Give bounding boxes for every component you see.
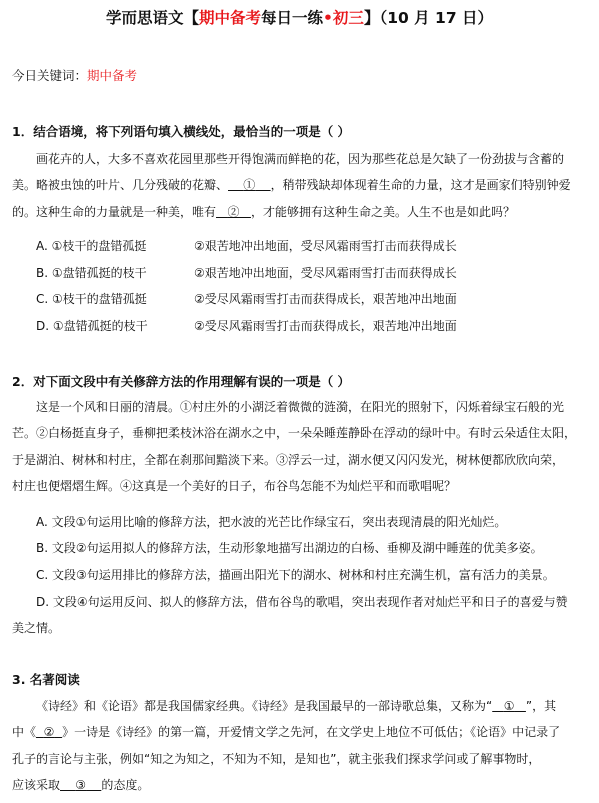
title-date: 】（10 月 17 日）	[363, 9, 494, 27]
q1-option-b: B. ①盘错孤挺的枝干 ②艰苦地冲出地面，受尽风霜雨雪打击而获得成长	[36, 266, 457, 280]
q2-option-d-continued: 美之情。	[12, 621, 61, 635]
q1-option-c: C. ①枝干的盘错孤挺 ②受尽风霜雨雪打击而获得成长，艰苦地冲出地面	[36, 292, 457, 306]
q3-line-4: 应该采取 ③ 的态度。	[12, 778, 150, 792]
page-title	[0, 6, 599, 28]
q2-line-3: 于是湖泊、树林和村庄，全都在刹那间黯淡下来。③浮云一过，湖水便又闪闪发光，树林便都欣欣向荣，	[12, 453, 565, 467]
q1-line-2-tail: ，稍带残缺却体现着生命的力量，这才是画家们特别钟爱	[270, 178, 571, 192]
q3-heading: 3. 名著阅读	[12, 672, 80, 687]
keyword-value: 期中备考	[87, 68, 138, 83]
title-grade: •初三	[323, 9, 364, 27]
q1-option-a: A. ①枝干的盘错孤挺 ②艰苦地冲出地面，受尽风霜雨雪打击而获得成长	[36, 239, 457, 253]
q2-option-d: D. 文段④句运用反问、拟人的修辞方法，借布谷鸟的歌唱，突出表现作者对灿烂平和日子的喜爱与赞	[36, 595, 568, 609]
title-prefix: 学而思语文【	[105, 9, 199, 27]
q1-line-3-tail: ，才能够拥有这种生命之美。人生不也是如此吗？	[250, 205, 515, 219]
q3-line-1: 《诗经》和《论语》都是我国儒家经典。《诗经》是我国最早的一部诗歌总集，又称为“ ① ”，其	[36, 699, 557, 713]
q1-blank-2: ②	[227, 205, 240, 219]
q3-blank-3: ③	[75, 778, 87, 792]
q2-heading: 2．对下面文段中有关修辞方法的作用理解有误的一项是（ ）	[12, 374, 351, 389]
q3-blank-1: ①	[503, 699, 515, 713]
q2-line-2: 芒。②白杨挺直身子，垂柳把柔枝沐浴在湖水之中，一朵朵睡莲静卧在浮动的绿叶中。有时云朵适住太阳，	[12, 426, 577, 440]
q3-line-2: 中《 ② 》一诗是《诗经》的第一篇，开爱情文学之先河，在文学史上地位不可低估；《论语》中记录了	[12, 725, 561, 739]
q2-option-c: C. 文段③句运用排比的修辞方法，描画出阳光下的湖水、树林和村庄充满生机，富有活力的美景。	[36, 568, 555, 582]
title-highlight: 期中备考	[198, 9, 261, 27]
q1-heading: 1．结合语境，将下列语句填入横线处，最恰当的一项是（ ）	[12, 124, 351, 139]
q1-option-d: D. ①盘错孤挺的枝干 ②受尽风霜雨雪打击而获得成长，艰苦地冲出地面	[36, 319, 457, 333]
q2-line-1: 这是一个风和日丽的清晨。①村庄外的小湖泛着微微的涟漪，在阳光的照射下，闪烁着绿宝石般的光	[36, 400, 565, 414]
keyword-label: 今日关键词：	[12, 68, 88, 83]
q2-option-a: A. 文段①句运用比喻的修辞方法，把水波的光芒比作绿宝石，突出表现清晨的阳光灿烂。	[36, 515, 507, 529]
q2-option-b: B. 文段②句运用拟人的修辞方法，生动形象地描写出湖边的白杨、垂柳及湖中睡莲的优美多姿。	[36, 541, 543, 555]
q3-line-3: 孔子的言论与主张，例如“知之为知之，不知为不知，是知也”，就主张我们探求学问或了解事物时，	[12, 752, 541, 766]
keyword-line	[12, 66, 137, 84]
q1-blank-1: ①	[243, 178, 256, 192]
title-middle: 每日一练	[261, 9, 324, 27]
q1-line-2-text: 美。略被虫蚀的叶片、几分残破的花瓣、	[12, 178, 229, 192]
q1-line-3	[12, 199, 515, 226]
q1-line-1: 画花卉的人，大多不喜欢花园里那些开得饱满而鲜艳的花，因为那些花总是欠缺了一份劲拔与含蓄的	[36, 152, 565, 166]
q2-line-4: 村庄也便熠熠生辉。④这真是一个美好的日子，布谷鸟怎能不为灿烂平和而歌唱呢？	[12, 479, 457, 493]
q3-blank-2: ②	[43, 725, 55, 739]
q1-line-2	[12, 172, 571, 199]
q1-line-3-text: 的。这种生命的力量就是一种美，唯有	[12, 205, 217, 219]
